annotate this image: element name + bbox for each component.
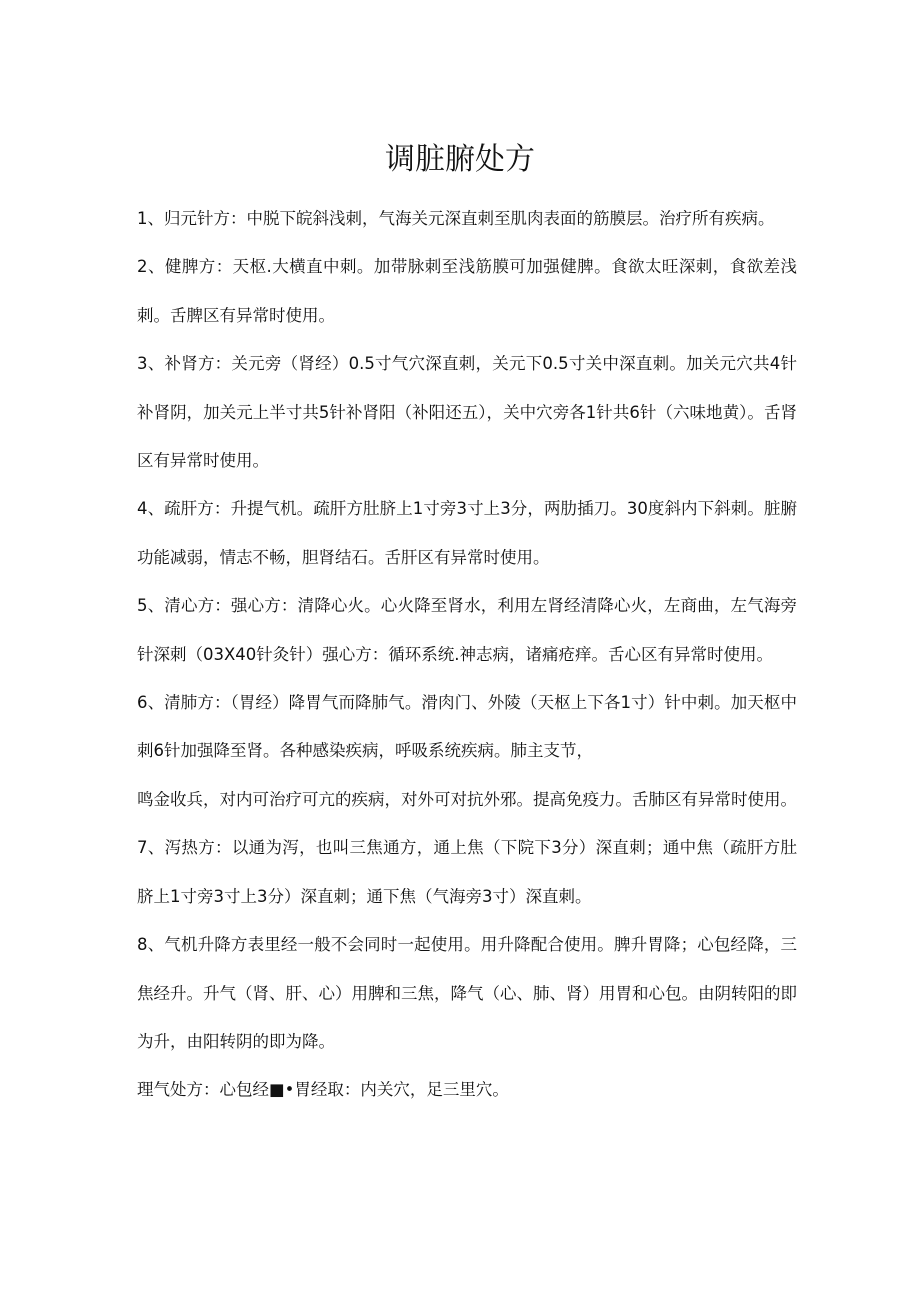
paragraph-shugan: 4、疏肝方：升提气机。疏肝方肚脐上1寸旁3寸上3分，两肋插刀。30度斜内下斜刺。脏腑功能减弱，情志不畅，胆肾结石。舌肝区有异常时使用。 [137, 499, 797, 567]
paragraph-qingfei-cont: 鸣金收兵，对内可治疗可亢的疾病，对外可对抗外邪。提高免疫力。舌肺区有异常时使用。 [137, 789, 797, 809]
paragraph-liqi: 理气处方：心包经■•胃经取：内关穴，足三里穴。 [137, 1080, 509, 1100]
paragraph-xiere: 7、泻热方：以通为泻，也叫三焦通方，通上焦（下院下3分）深直刺；通中焦（疏肝方肚脐上1寸旁3寸上3分）深直刺；通下焦（气海旁3寸）深直刺。 [137, 838, 797, 906]
paragraph-qingfei: 6、清肺方：（胃经）降胃气而降肺气。滑肉门、外陵（天枢上下各1寸）针中刺。加天枢中刺6针加强降至肾。各种感染疾病，呼吸系统疾病。肺主支节， [137, 693, 797, 761]
document-body [137, 195, 797, 1115]
paragraph-qingxin: 5、清心方：强心方：清降心火。心火降至肾水，利用左肾经清降心火，左商曲，左气海旁针深刺（03X40针灸针）强心方：循环系统.神志病，诸痛疮痒。舌心区有异常时使用。 [137, 596, 797, 664]
page-title: 调脏腑处方 [385, 142, 535, 177]
paragraph-guiyuan: 1、归元针方：中脱下皖斜浅刺，气海关元深直刺至肌肉表面的筋膜层。治疗所有疾病。 [137, 209, 775, 228]
paragraph-jianpi: 2、健脾方：天枢.大横直中刺。加带脉刺至浅筋膜可加强健脾。食欲太旺深刺，食欲差浅刺。舌脾区有异常时使用。 [137, 257, 797, 325]
paragraph-bushen: 3、补肾方：关元旁（肾经）0.5寸气穴深直刺，关元下0.5寸关中深直刺。加关元穴共4针补肾阴，加关元上半寸共5针补肾阳（补阳还五），关中穴旁各1针共6针（六味地黄）。舌肾区有异常时使用。 [137, 354, 797, 471]
paragraph-qiji: 8、气机升降方表里经一般不会同时一起使用。用升降配合使用。脾升胃降；心包经降，三焦经升。升气（肾、肝、心）用脾和三焦，降气（心、肺、肾）用胃和心包。由阴转阳的即为升，由阳转阴的即为降。 [137, 935, 797, 1051]
